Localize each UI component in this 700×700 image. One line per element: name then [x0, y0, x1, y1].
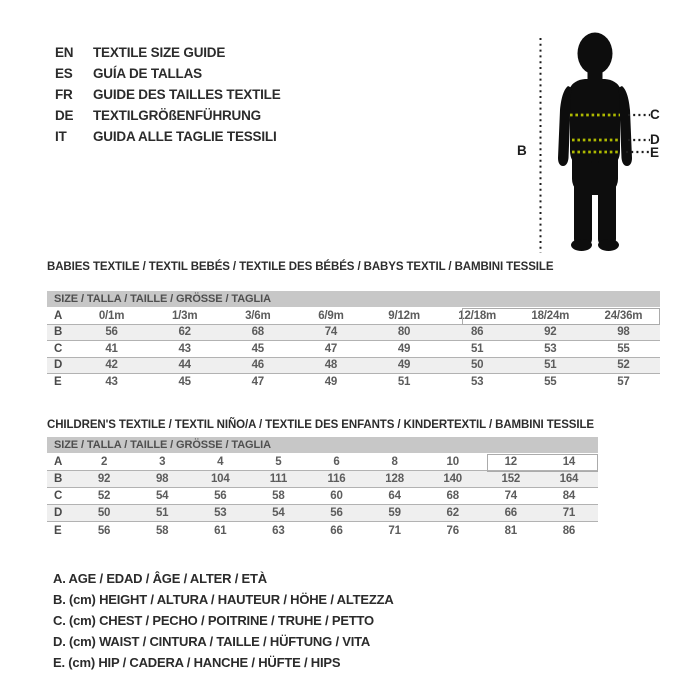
size-cell: 14 [562, 456, 576, 468]
size-cell: 55 [617, 342, 630, 355]
size-cell: 92 [97, 473, 111, 485]
size-cell: 68 [251, 326, 265, 339]
children-highlight-box [487, 454, 598, 472]
legend-list [53, 568, 394, 673]
language-code: IT [55, 129, 67, 144]
size-cell: 64 [388, 490, 401, 502]
size-cell: 52 [97, 490, 111, 502]
babies-table-header: SIZE / TALLA / TAILLE / GRÖSSE / TAGLIA [47, 291, 660, 307]
size-cell: 51 [155, 507, 169, 519]
size-cell: 47 [251, 376, 265, 389]
size-cell: 54 [155, 490, 169, 502]
table-row [47, 522, 598, 539]
language-row [55, 63, 281, 84]
size-cell: 4 [217, 456, 224, 468]
row-label: E [54, 524, 62, 537]
size-cell: 41 [105, 342, 118, 355]
size-cell: 71 [562, 507, 576, 519]
legend-item: C. (cm) CHEST / PECHO / POITRINE / TRUHE / PETTO [53, 613, 374, 628]
babies-highlight-box [462, 308, 660, 325]
size-cell: 84 [562, 490, 576, 502]
size-cell: 59 [388, 507, 401, 519]
size-cell: 56 [97, 524, 111, 537]
children-size-table [47, 437, 598, 539]
size-cell: 92 [544, 326, 557, 339]
size-cell: 49 [397, 342, 411, 355]
size-cell: 8 [391, 456, 398, 468]
table-row [47, 505, 598, 522]
row-label: A [54, 309, 63, 322]
table-row [47, 471, 598, 488]
row-label: C [54, 490, 63, 502]
legend-item: D. (cm) WAIST / CINTURA / TAILLE / HÜFTUNG / VITA [53, 634, 371, 649]
size-cell: 63 [272, 524, 285, 537]
size-cell: 86 [562, 524, 576, 537]
language-label: TEXTILGRÖßENFÜHRUNG [93, 108, 261, 123]
size-cell: 53 [214, 507, 227, 519]
size-cell: 18/24m [531, 309, 570, 322]
language-label: GUIDE DES TAILLES TEXTILE [93, 87, 281, 102]
size-cell: 53 [544, 342, 557, 355]
size-cell: 3 [159, 456, 166, 468]
size-cell: 47 [324, 342, 338, 355]
table-row [47, 374, 660, 391]
size-cell: 80 [397, 326, 411, 339]
figure-label-chest: C [650, 107, 660, 122]
size-cell: 51 [397, 376, 411, 389]
size-cell: 66 [504, 507, 518, 519]
legend-item: B. (cm) HEIGHT / ALTURA / HAUTEUR / HÖHE / ALTEZZA [53, 592, 394, 607]
size-cell: 50 [470, 359, 484, 372]
size-cell: 56 [330, 507, 343, 519]
size-cell: 12 [504, 456, 518, 468]
size-cell: 68 [446, 490, 459, 502]
size-cell: 111 [269, 473, 288, 485]
size-cell: 6/9m [318, 309, 344, 322]
size-cell: 140 [443, 473, 462, 485]
babies-table-title: BABIES TEXTILE / TEXTIL BEBÉS / TEXTILE DES BÉBÉS / BABYS TEXTIL / BAMBINI TESSILE [47, 261, 554, 273]
size-cell: 55 [544, 376, 557, 389]
size-cell: 48 [324, 359, 338, 372]
size-cell: 50 [97, 507, 111, 519]
size-cell: 2 [100, 456, 108, 468]
size-cell: 164 [559, 473, 579, 485]
language-list [55, 42, 281, 147]
language-label: GUIDA ALLE TAGLIE TESSILI [93, 129, 277, 144]
size-cell: 43 [178, 342, 191, 355]
size-cell: 66 [330, 524, 343, 537]
size-cell: 60 [330, 490, 343, 502]
language-row [55, 42, 281, 63]
size-cell: 57 [617, 376, 630, 389]
language-code: EN [55, 45, 74, 60]
row-label: C [54, 342, 63, 355]
size-cell: 116 [327, 473, 346, 485]
language-row [55, 105, 281, 126]
children-table-header: SIZE / TALLA / TAILLE / GRÖSSE / TAGLIA [47, 437, 598, 453]
figure-label-height: B [517, 143, 527, 158]
size-cell: 58 [155, 524, 169, 537]
row-label: B [54, 326, 63, 339]
babies-size-table [47, 291, 660, 391]
size-cell: 76 [446, 524, 459, 537]
size-cell: 45 [178, 376, 191, 389]
row-label: D [54, 507, 63, 519]
legend-item: E. (cm) HIP / CADERA / HANCHE / HÜFTE / HIPS [53, 655, 341, 670]
language-row [55, 84, 281, 105]
size-cell: 44 [178, 359, 191, 372]
language-code: FR [55, 87, 73, 102]
size-cell: 98 [617, 326, 630, 339]
row-label: E [54, 376, 62, 389]
size-cell: 74 [504, 490, 518, 502]
language-row [55, 126, 281, 147]
size-cell: 1/3m [171, 309, 198, 322]
size-cell: 74 [324, 326, 338, 339]
size-cell: 56 [105, 326, 118, 339]
size-cell: 49 [324, 376, 338, 389]
size-cell: 81 [504, 524, 518, 537]
table-row [47, 341, 660, 358]
size-cell: 128 [385, 473, 404, 485]
language-label: GUÍA DE TALLAS [93, 66, 202, 81]
size-cell: 42 [105, 359, 118, 372]
language-label: TEXTILE SIZE GUIDE [93, 45, 226, 60]
figure-label-waist: D [650, 132, 660, 147]
size-cell: 58 [272, 490, 285, 502]
table-row [47, 488, 598, 505]
size-cell: 56 [214, 490, 227, 502]
children-table-title: CHILDREN'S TEXTILE / TEXTIL NIÑO/A / TEXTILE DES ENFANTS / KINDERTEXTIL / BAMBINI TESSILE [47, 419, 594, 431]
size-cell: 6 [333, 456, 340, 468]
size-cell: 86 [470, 326, 484, 339]
size-cell: 98 [155, 473, 169, 485]
table-row [47, 325, 660, 342]
size-cell: 12/18m [458, 309, 497, 322]
size-cell: 46 [251, 359, 265, 372]
size-cell: 62 [446, 507, 459, 519]
size-cell: 51 [470, 342, 484, 355]
size-cell: 9/12m [388, 309, 420, 322]
size-cell: 24/36m [604, 309, 643, 322]
size-cell: 71 [388, 524, 401, 537]
size-cell: 49 [397, 359, 411, 372]
size-cell: 0/1m [98, 309, 125, 322]
size-cell: 53 [470, 376, 484, 389]
language-code: DE [55, 108, 74, 123]
size-cell: 10 [446, 456, 459, 468]
row-label: A [54, 456, 63, 468]
size-cell: 5 [275, 456, 282, 468]
size-cell: 51 [544, 359, 557, 372]
size-cell: 104 [210, 473, 230, 485]
row-label: B [54, 473, 63, 485]
size-cell: 152 [501, 473, 521, 485]
size-cell: 45 [251, 342, 265, 355]
child-figure [538, 30, 658, 260]
child-silhouette [558, 33, 632, 252]
size-cell: 54 [272, 507, 285, 519]
child-silhouette-svg [538, 30, 658, 260]
size-cell: 43 [105, 376, 118, 389]
table-row [47, 358, 660, 375]
size-cell: 52 [617, 359, 630, 372]
figure-label-hip: E [650, 145, 660, 160]
size-cell: 3/6m [245, 309, 271, 322]
row-label: D [54, 359, 63, 372]
legend-item: A. AGE / EDAD / ÂGE / ALTER / ETÀ [53, 571, 267, 586]
size-cell: 61 [214, 524, 227, 537]
size-cell: 62 [178, 326, 191, 339]
language-code: ES [55, 66, 73, 81]
